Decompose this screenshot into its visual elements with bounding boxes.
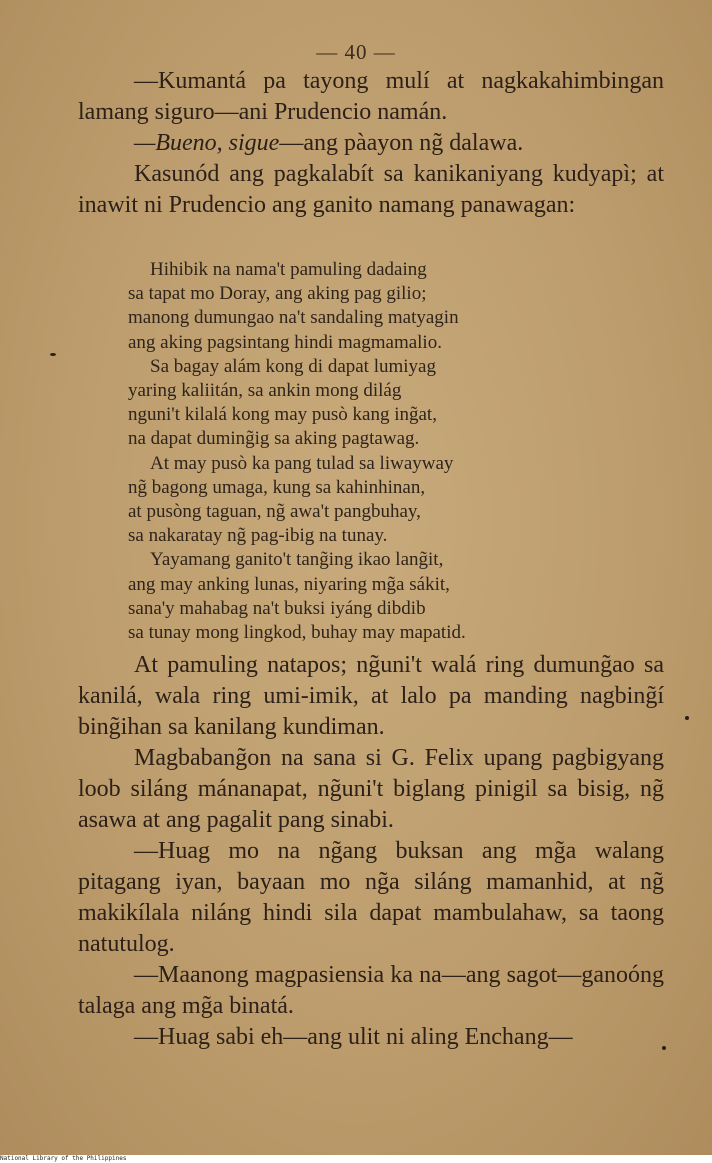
poem-line: sa tapat mo Doray, ang aking pag gilio; xyxy=(128,283,427,305)
paragraph-rest: —ang pàayon ng̃ dalawa. xyxy=(279,130,524,156)
poem-line: Yayamang ganito't tang̃ing ikao lang̃it, xyxy=(150,549,444,571)
paragraph: Kasunód ang pagkalabít sa kanikaniyang kudyapì; at inawit ni Prudencio ang ganito namang panawagan: xyxy=(78,161,664,218)
poem-line: Hihibik na nama't pamuling dadaing xyxy=(150,259,427,280)
poem-line: sa nakaratay ng̃ pag-ibig na tunay. xyxy=(128,525,388,547)
poem xyxy=(128,258,598,645)
poem-line: At may pusò ka pang tulad sa liwayway xyxy=(150,452,454,474)
ink-speck xyxy=(50,353,56,356)
prose-top xyxy=(78,66,664,221)
poem-stanza xyxy=(128,258,598,355)
paragraph: —Maanong magpasiensia ka na—ang sagot—ganoóng talaga ang mg̃a binatá. xyxy=(78,962,664,1019)
paragraph: At pamuling natapos; ng̃uni't walá ring dumung̃ao sa kanilá, wala ring umi-imik, at lalo pa manding nagbing̃í bing̃ihan sa kanilang kundiman. xyxy=(78,652,664,740)
paragraph: —Huag sabi eh—ang ulit ni aling Enchang— xyxy=(134,1024,573,1050)
paragraph: Magbabang̃on na sana si G. Felix upang pagbigyang loob siláng mánanapat, ng̃uni't biglang pinigil sa bisig, ng̃ asawa at ang pagalit pang sinabi. xyxy=(78,745,664,833)
poem-line: ang aking pagsintang hindi magmamalio. xyxy=(128,331,442,353)
poem-line: Sa bagay alám kong di dapat lumiyag xyxy=(150,355,436,377)
ink-speck xyxy=(685,716,689,720)
paragraph xyxy=(78,128,664,159)
paragraph: —Kumantá pa tayong mulí at nagkakahimbingan lamang siguro—ani Prudencio namán. xyxy=(78,68,664,125)
prose-bottom xyxy=(78,650,664,1053)
poem-line: nguni't kilalá kong may pusò kang ing̃at, xyxy=(128,404,437,426)
poem-stanza xyxy=(128,355,598,452)
page-number: — 40 — xyxy=(316,40,396,64)
poem-line: ng̃ bagong umaga, kung sa kahinhinan, xyxy=(128,476,426,498)
poem-stanza xyxy=(128,548,598,645)
poem-line: at pusòng taguan, ng̃ awa't pangbuhay, xyxy=(128,501,421,523)
poem-line: sa tunay mong lingkod, buhay may mapatid. xyxy=(128,622,466,644)
ink-speck xyxy=(662,1046,666,1050)
poem-line: manong dumungao na't sandaling matyagin xyxy=(128,307,459,329)
poem-stanza xyxy=(128,452,598,549)
poem-line: ang may anking lunas, niyaring mg̃a sákit, xyxy=(128,573,450,595)
poem-line: na dapat duming̃ig sa aking pagtawag. xyxy=(128,428,420,450)
poem-line: sana'y mahabag na't buksi iyáng dibdib xyxy=(128,597,426,619)
poem-line: yaring kaliitán, sa ankin mong dilág xyxy=(128,380,402,402)
italic-phrase: —Bueno, sigue xyxy=(134,130,280,156)
paragraph: —Huag mo na ng̃ang buksan ang mg̃a walang pitagang iyan, bayaan mo ng̃a siláng mamanhid, at ng̃ makikílala niláng hindi sila dapat mambulahaw, sa taong natutulog. xyxy=(78,838,664,957)
footer-credit: National Library of the Philippines xyxy=(0,1155,712,1163)
